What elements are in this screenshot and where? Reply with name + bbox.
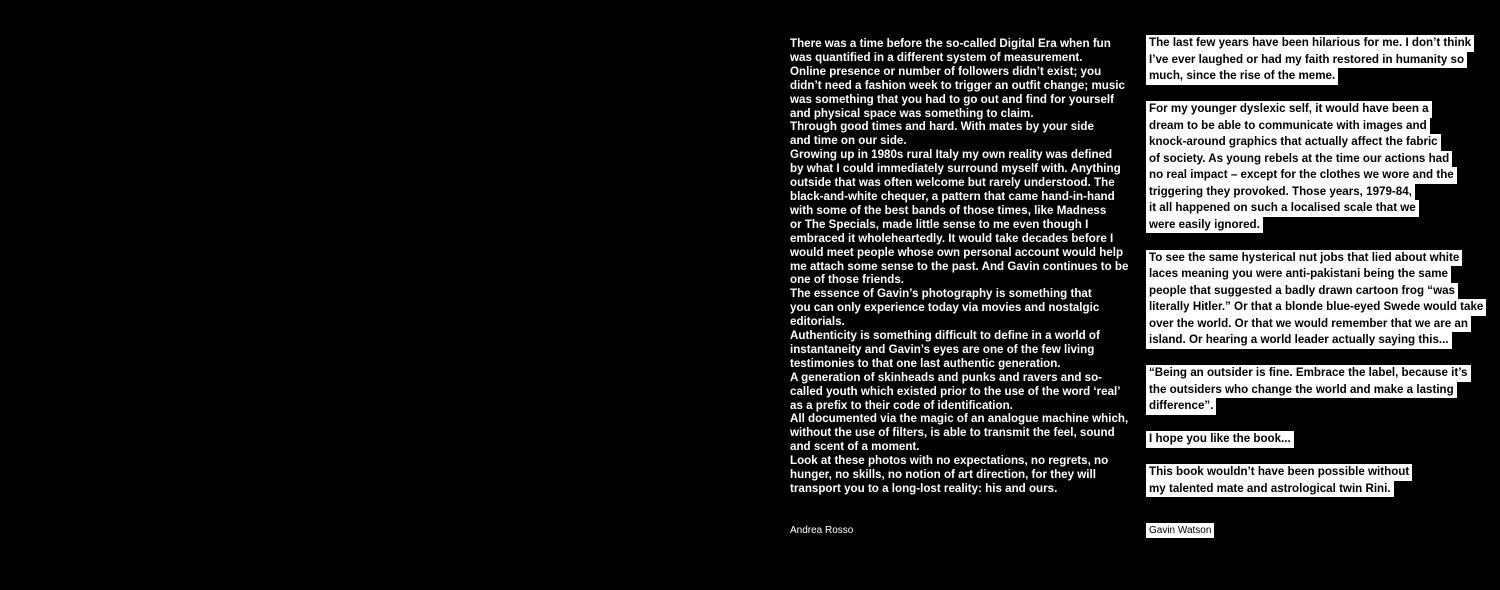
essay-line: as a prefix to their code of identification. [790, 398, 1013, 412]
essay-line: Growing up in 1980s rural Italy my own reality was defined [790, 148, 1113, 162]
author-signature-gavin-watson: Gavin Watson [1146, 523, 1214, 538]
essay-line: editorials. [790, 315, 845, 329]
highlighted-line: I’ve ever laughed or had my faith restored in humanity so [1146, 52, 1467, 69]
highlighted-line: difference”. [1146, 398, 1216, 415]
highlighted-line: The last few years have been hilarious for me. I don’t think [1146, 35, 1474, 52]
essay-line: one of those friends. [790, 273, 905, 287]
gavin-watson-essay [1146, 35, 1491, 514]
essay-line: Look at these photos with no expectations, no regrets, no [790, 454, 1109, 468]
highlighted-line: To see the same hysterical nut jobs that lied about white [1146, 250, 1462, 267]
essay-line: you can only experience today via movies and nostalgic [790, 301, 1100, 315]
essay-line: called youth which existed prior to the use of the word ‘real’ [790, 384, 1121, 398]
essay-line: black-and-white chequer, a pattern that came hand-in-hand [790, 189, 1115, 203]
essay-line: There was a time before the so-called Digital Era when fun [790, 37, 1111, 50]
highlighted-line: it all happened on such a localised scale that we [1146, 200, 1419, 217]
essay-line: All documented via the magic of an analogue machine which, [790, 412, 1129, 426]
highlighted-line: over the world. Or that we would remember that we are an [1146, 316, 1471, 333]
highlighted-line: I hope you like the book... [1146, 431, 1294, 448]
highlighted-paragraph [1146, 365, 1491, 415]
highlighted-line: were easily ignored. [1146, 217, 1263, 234]
essay-line: with some of the best bands of those times, like Madness [790, 203, 1107, 217]
essay-line: embraced it wholeheartedly. It would take decades before I [790, 231, 1114, 245]
essay-line: The essence of Gavin’s photography is something that [790, 287, 1092, 301]
essay-line: instantaneity and Gavin’s eyes are one of the few living [790, 342, 1095, 356]
essay-line: and time on our side. [790, 134, 907, 148]
highlighted-line: knock-around graphics that actually affect the fabric [1146, 134, 1441, 151]
highlighted-line: no real impact – except for the clothes we wore and the [1146, 167, 1457, 184]
highlighted-line: literally Hitler.” Or that a blonde blue-eyed Swede would take [1146, 299, 1486, 316]
essay-line: was something that you had to go out and find for yourself [790, 92, 1114, 106]
essay-line: Authenticity is something difficult to define in a world of [790, 329, 1100, 343]
highlighted-line: island. Or hearing a world leader actually saying this... [1146, 332, 1452, 349]
essay-line: testimonies to that one last authentic generation. [790, 356, 1061, 370]
essay-line: hunger, no skills, no notion of art direction, for they will [790, 468, 1096, 482]
highlighted-line: of society. As young rebels at the time our actions had [1146, 151, 1452, 168]
essay-line: outside that was often welcome but rarely understood. The [790, 176, 1115, 190]
highlighted-line: my talented mate and astrological twin Rini. [1146, 481, 1394, 498]
highlighted-line: dream to be able to communicate with images and [1146, 118, 1430, 135]
highlighted-line: much, since the rise of the meme. [1146, 68, 1338, 85]
highlighted-line: This book wouldn’t have been possible without [1146, 464, 1412, 481]
essay-line: or The Specials, made little sense to me even though I [790, 217, 1089, 231]
highlighted-line: “Being an outsider is fine. Embrace the label, because it’s [1146, 365, 1471, 382]
essay-line: and physical space was something to claim. [790, 106, 1034, 120]
highlighted-paragraph [1146, 101, 1491, 233]
essay-line: was quantified in a different system of measurement. [790, 50, 1083, 64]
essay-line: Online presence or number of followers didn’t exist; you [790, 64, 1102, 78]
essay-line: didn’t need a fashion week to trigger an outfit change; music [790, 78, 1125, 92]
highlighted-line: people that suggested a badly drawn cartoon frog “was [1146, 283, 1458, 300]
essay-line: without the use of filters, is able to transmit the feel, sound [790, 426, 1115, 440]
highlighted-line: the outsiders who change the world and make a lasting [1146, 382, 1457, 399]
essay-line: would meet people whose own personal account would help [790, 245, 1124, 259]
andrea-rosso-essay [790, 37, 1130, 496]
essay-line: Through good times and hard. With mates by your side [790, 120, 1094, 134]
essay-line: transport you to a long-lost reality: his and ours. [790, 482, 1058, 495]
essay-line: and scent of a moment. [790, 440, 920, 454]
highlighted-paragraph [1146, 464, 1491, 497]
highlighted-line: laces meaning you were anti-pakistani being the same [1146, 266, 1451, 283]
essay-line: by what I could immediately surround myself with. Anything [790, 162, 1121, 176]
author-signature-andrea-rosso: Andrea Rosso [790, 525, 854, 536]
highlighted-paragraph [1146, 250, 1491, 349]
highlighted-line: For my younger dyslexic self, it would have been a [1146, 101, 1432, 118]
highlighted-paragraph [1146, 35, 1491, 85]
highlighted-paragraph [1146, 431, 1491, 448]
essay-line: A generation of skinheads and punks and ravers and so- [790, 370, 1103, 384]
highlighted-line: triggering they provoked. Those years, 1979-84, [1146, 184, 1415, 201]
essay-line: me attach some sense to the past. And Gavin continues to be [790, 259, 1129, 273]
